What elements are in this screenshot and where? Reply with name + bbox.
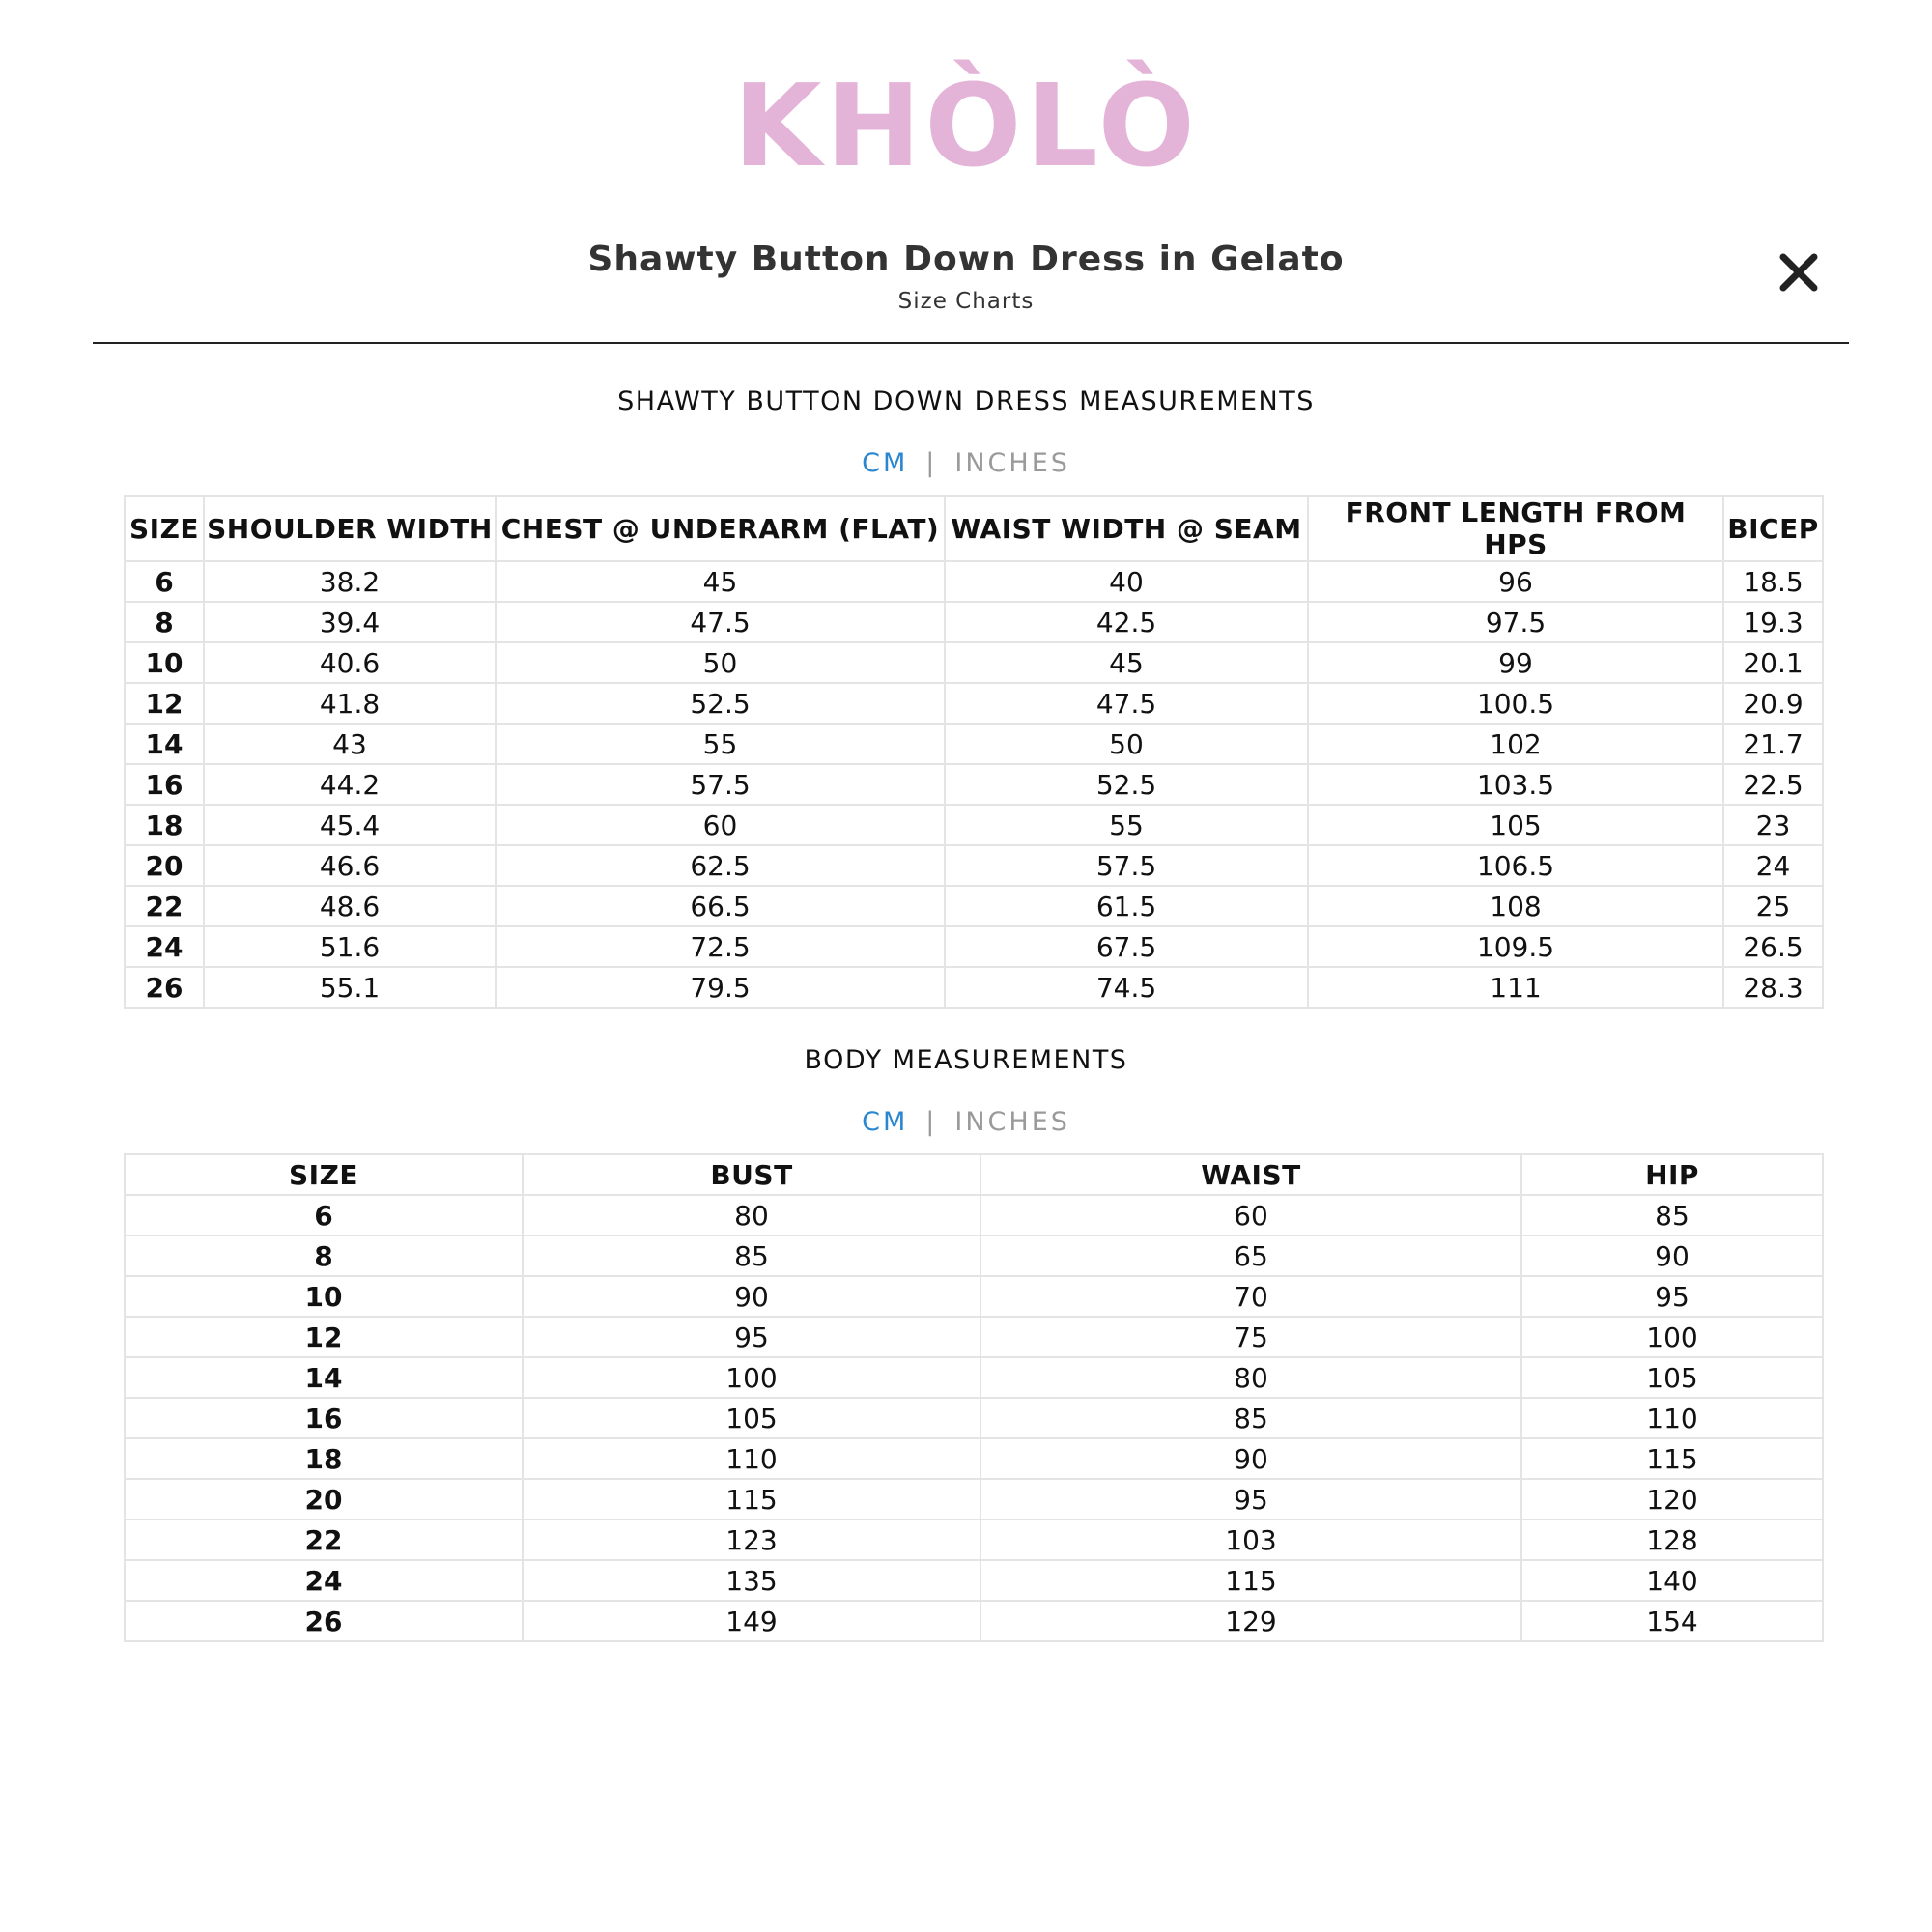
- table-row: [125, 967, 1823, 1008]
- measurement-cell: 18.5: [1723, 561, 1823, 602]
- table-row: [125, 805, 1823, 845]
- unit-separator: |: [925, 1107, 938, 1137]
- measurement-cell: 19.3: [1723, 602, 1823, 642]
- measurement-cell: 43: [204, 724, 496, 764]
- measurement-cell: 85: [1521, 1195, 1823, 1236]
- table-row: [125, 1520, 1823, 1560]
- column-header: WAIST WIDTH @ SEAM: [945, 496, 1308, 561]
- close-button[interactable]: [1776, 249, 1822, 296]
- measurement-cell: 111: [1308, 967, 1723, 1008]
- garment-measurements-table: [124, 495, 1824, 1009]
- measurement-cell: 140: [1521, 1560, 1823, 1601]
- measurement-cell: 55: [945, 805, 1308, 845]
- table-row: [125, 1276, 1823, 1317]
- table-row: [125, 1236, 1823, 1276]
- column-header: SIZE: [125, 1154, 523, 1195]
- table-row: [125, 845, 1823, 886]
- modal-header: [0, 236, 1932, 317]
- size-cell: 14: [125, 1357, 523, 1398]
- measurement-cell: 85: [523, 1236, 980, 1276]
- measurement-cell: 72.5: [496, 926, 945, 967]
- measurement-cell: 74.5: [945, 967, 1308, 1008]
- product-title: Shawty Button Down Dress in Gelato: [587, 240, 1345, 279]
- column-header: FRONT LENGTH FROM HPS: [1308, 496, 1723, 561]
- measurement-cell: 24: [1723, 845, 1823, 886]
- table-row: [125, 561, 1823, 602]
- column-header: HIP: [1521, 1154, 1823, 1195]
- measurement-cell: 135: [523, 1560, 980, 1601]
- column-header: WAIST: [980, 1154, 1521, 1195]
- table-row: [125, 886, 1823, 926]
- measurement-cell: 26.5: [1723, 926, 1823, 967]
- measurement-cell: 25: [1723, 886, 1823, 926]
- measurement-cell: 85: [980, 1398, 1521, 1438]
- table-row: [125, 1317, 1823, 1357]
- measurement-cell: 70: [980, 1276, 1521, 1317]
- measurement-cell: 40.6: [204, 642, 496, 683]
- measurement-cell: 96: [1308, 561, 1723, 602]
- size-cell: 20: [125, 1479, 523, 1520]
- measurement-cell: 115: [1521, 1438, 1823, 1479]
- unit-inches-tab[interactable]: INCHES: [954, 1107, 1070, 1137]
- measurement-cell: 95: [1521, 1276, 1823, 1317]
- measurement-cell: 90: [523, 1276, 980, 1317]
- table-row: [125, 1398, 1823, 1438]
- measurement-cell: 105: [1308, 805, 1723, 845]
- measurement-cell: 97.5: [1308, 602, 1723, 642]
- table-row: [125, 602, 1823, 642]
- size-cell: 18: [125, 1438, 523, 1479]
- measurement-cell: 105: [523, 1398, 980, 1438]
- measurement-cell: 90: [980, 1438, 1521, 1479]
- close-icon: [1776, 249, 1822, 296]
- measurement-cell: 47.5: [945, 683, 1308, 724]
- measurement-cell: 38.2: [204, 561, 496, 602]
- size-cell: 10: [125, 642, 204, 683]
- measurement-cell: 66.5: [496, 886, 945, 926]
- measurement-cell: 60: [980, 1195, 1521, 1236]
- body-section-title: BODY MEASUREMENTS: [804, 1045, 1128, 1075]
- unit-inches-tab[interactable]: INCHES: [954, 448, 1070, 478]
- measurement-cell: 90: [1521, 1236, 1823, 1276]
- measurement-cell: 95: [523, 1317, 980, 1357]
- measurement-cell: 51.6: [204, 926, 496, 967]
- unit-separator: |: [925, 448, 938, 478]
- measurement-cell: 75: [980, 1317, 1521, 1357]
- measurement-cell: 41.8: [204, 683, 496, 724]
- measurement-cell: 57.5: [496, 764, 945, 805]
- measurement-cell: 110: [1521, 1398, 1823, 1438]
- table-row: [125, 764, 1823, 805]
- measurement-cell: 95: [980, 1479, 1521, 1520]
- size-cell: 12: [125, 683, 204, 724]
- measurement-cell: 129: [980, 1601, 1521, 1641]
- measurement-cell: 115: [980, 1560, 1521, 1601]
- brand-logo: KHÒLÒ: [733, 59, 1199, 192]
- table-row: [125, 683, 1823, 724]
- body-measurements-table: [124, 1153, 1824, 1642]
- size-cell: 22: [125, 886, 204, 926]
- measurement-cell: 48.6: [204, 886, 496, 926]
- table-row: [125, 1357, 1823, 1398]
- measurement-cell: 154: [1521, 1601, 1823, 1641]
- unit-cm-tab[interactable]: CM: [862, 1107, 909, 1137]
- measurement-cell: 52.5: [945, 764, 1308, 805]
- measurement-cell: 105: [1521, 1357, 1823, 1398]
- measurement-cell: 57.5: [945, 845, 1308, 886]
- measurement-cell: 109.5: [1308, 926, 1723, 967]
- measurement-cell: 45: [496, 561, 945, 602]
- garment-section-title: SHAWTY BUTTON DOWN DRESS MEASUREMENTS: [617, 386, 1315, 416]
- size-cell: 26: [125, 967, 204, 1008]
- measurement-cell: 20.1: [1723, 642, 1823, 683]
- measurement-cell: 149: [523, 1601, 980, 1641]
- table-row: [125, 1560, 1823, 1601]
- table-header-row: [125, 496, 1823, 561]
- page-subtitle: Size Charts: [897, 289, 1035, 314]
- column-header: BICEP: [1723, 496, 1823, 561]
- table-row: [125, 1601, 1823, 1641]
- measurement-cell: 44.2: [204, 764, 496, 805]
- measurement-cell: 42.5: [945, 602, 1308, 642]
- measurement-cell: 65: [980, 1236, 1521, 1276]
- measurement-cell: 40: [945, 561, 1308, 602]
- size-cell: 16: [125, 764, 204, 805]
- measurement-cell: 102: [1308, 724, 1723, 764]
- measurement-cell: 23: [1723, 805, 1823, 845]
- measurement-cell: 50: [945, 724, 1308, 764]
- measurement-cell: 103.5: [1308, 764, 1723, 805]
- size-cell: 18: [125, 805, 204, 845]
- measurement-cell: 79.5: [496, 967, 945, 1008]
- measurement-cell: 46.6: [204, 845, 496, 886]
- measurement-cell: 80: [980, 1357, 1521, 1398]
- size-cell: 6: [125, 1195, 523, 1236]
- measurement-cell: 99: [1308, 642, 1723, 683]
- measurement-cell: 22.5: [1723, 764, 1823, 805]
- column-header: SHOULDER WIDTH: [204, 496, 496, 561]
- body-unit-toggle: [0, 1105, 1932, 1140]
- table-row: [125, 1195, 1823, 1236]
- size-cell: 24: [125, 926, 204, 967]
- size-cell: 10: [125, 1276, 523, 1317]
- measurement-cell: 28.3: [1723, 967, 1823, 1008]
- measurement-cell: 106.5: [1308, 845, 1723, 886]
- column-header: SIZE: [125, 496, 204, 561]
- measurement-cell: 108: [1308, 886, 1723, 926]
- measurement-cell: 20.9: [1723, 683, 1823, 724]
- column-header: CHEST @ UNDERARM (FLAT): [496, 496, 945, 561]
- measurement-cell: 100: [523, 1357, 980, 1398]
- measurement-cell: 39.4: [204, 602, 496, 642]
- measurement-cell: 55: [496, 724, 945, 764]
- table-row: [125, 926, 1823, 967]
- table-row: [125, 1479, 1823, 1520]
- size-cell: 14: [125, 724, 204, 764]
- measurement-cell: 45: [945, 642, 1308, 683]
- size-cell: 8: [125, 1236, 523, 1276]
- measurement-cell: 47.5: [496, 602, 945, 642]
- measurement-cell: 100.5: [1308, 683, 1723, 724]
- measurement-cell: 21.7: [1723, 724, 1823, 764]
- measurement-cell: 120: [1521, 1479, 1823, 1520]
- header-divider: [93, 342, 1849, 344]
- size-cell: 12: [125, 1317, 523, 1357]
- measurement-cell: 115: [523, 1479, 980, 1520]
- unit-cm-tab[interactable]: CM: [862, 448, 909, 478]
- measurement-cell: 128: [1521, 1520, 1823, 1560]
- measurement-cell: 123: [523, 1520, 980, 1560]
- size-cell: 26: [125, 1601, 523, 1641]
- size-cell: 22: [125, 1520, 523, 1560]
- measurement-cell: 60: [496, 805, 945, 845]
- size-cell: 16: [125, 1398, 523, 1438]
- measurement-cell: 67.5: [945, 926, 1308, 967]
- table-header-row: [125, 1154, 1823, 1195]
- measurement-cell: 80: [523, 1195, 980, 1236]
- table-row: [125, 724, 1823, 764]
- size-cell: 6: [125, 561, 204, 602]
- measurement-cell: 50: [496, 642, 945, 683]
- table-row: [125, 642, 1823, 683]
- measurement-cell: 45.4: [204, 805, 496, 845]
- measurement-cell: 100: [1521, 1317, 1823, 1357]
- table-row: [125, 1438, 1823, 1479]
- size-cell: 20: [125, 845, 204, 886]
- measurement-cell: 110: [523, 1438, 980, 1479]
- measurement-cell: 55.1: [204, 967, 496, 1008]
- measurement-cell: 103: [980, 1520, 1521, 1560]
- measurement-cell: 62.5: [496, 845, 945, 886]
- column-header: BUST: [523, 1154, 980, 1195]
- size-cell: 8: [125, 602, 204, 642]
- measurement-cell: 61.5: [945, 886, 1308, 926]
- garment-unit-toggle: [0, 446, 1932, 481]
- size-cell: 24: [125, 1560, 523, 1601]
- measurement-cell: 52.5: [496, 683, 945, 724]
